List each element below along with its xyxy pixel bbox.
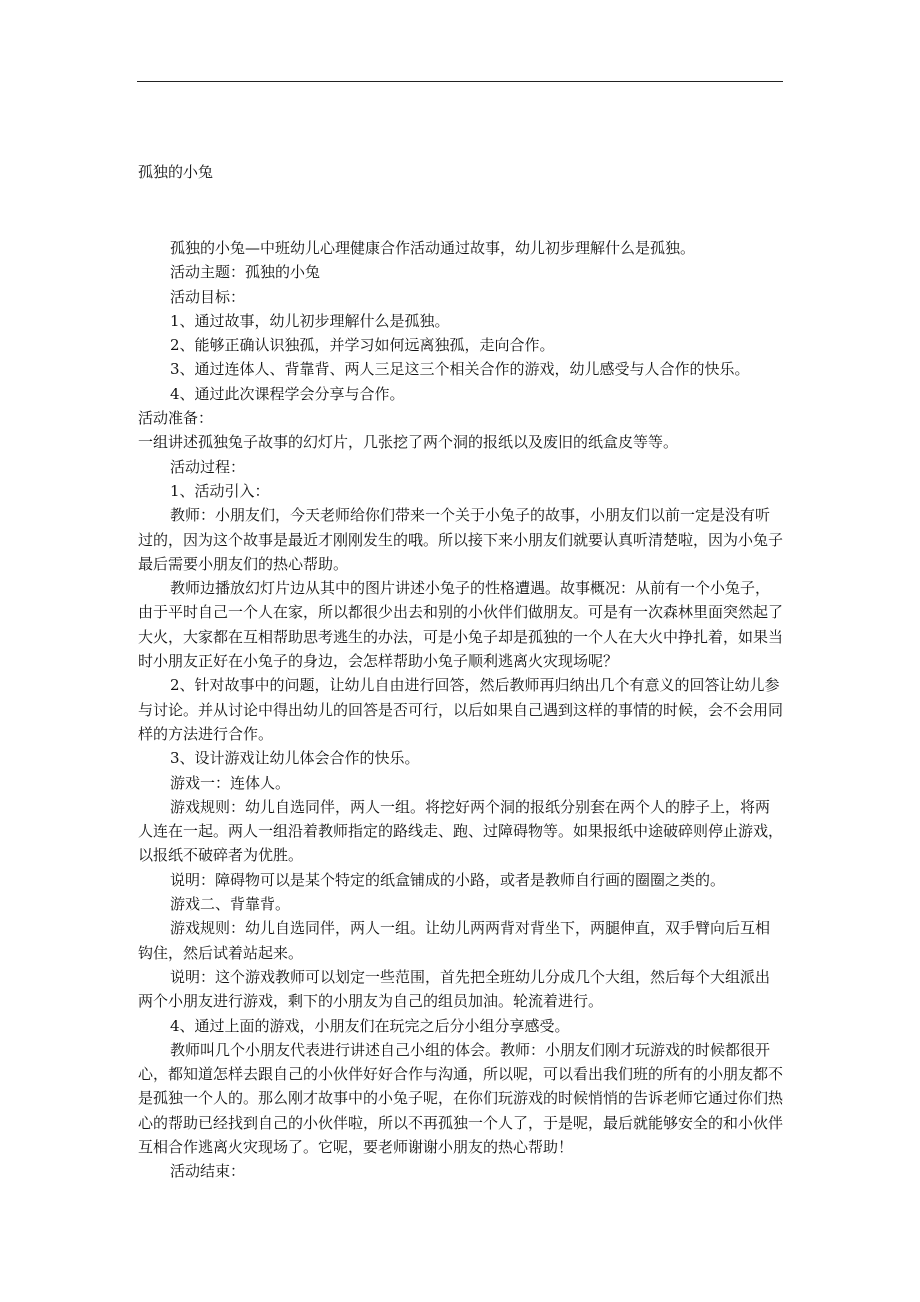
paragraph: 3、通过连体人、背靠背、两人三足这三个相关合作的游戏，幼儿感受与人合作的快乐。 [170,360,750,379]
paragraph: 说明：这个游戏教师可以划定一些范围，首先把全班幼儿分成几个大组，然后每个大组派出两个小朋友进行游戏，剩下的小朋友为自己的组员加油。轮流着进行。 [138,967,771,1011]
paragraph: 2、能够正确认识独孤，并学习如何远离独孤，走向合作。 [170,336,555,355]
paragraph: 4、通过上面的游戏，小朋友们在玩完之后分小组分享感受。 [170,1016,570,1035]
paragraph: 活动准备： [138,409,214,428]
header-rule [137,81,783,82]
paragraph: 1、活动引入： [170,481,270,500]
paragraph: 活动主题：孤独的小兔 [170,263,321,282]
document-body [138,236,784,1184]
document-title: 孤独的小兔 [138,163,214,181]
paragraph: 活动过程： [170,457,246,476]
paragraph: 活动结束： [170,1162,246,1181]
paragraph: 3、设计游戏让幼儿体会合作的快乐。 [170,749,420,768]
paragraph: 活动目标： [170,287,246,306]
paragraph: 教师：小朋友们，今天老师给你们带来一个关于小兔子的故事，小朋友们以前一定是没有听过的，因为这个故事是最近才刚刚发生的哦。所以接下来小朋友们就要认真听清楚啦，因为小兔子最后需要小朋友们的热心帮助。 [138,506,784,573]
paragraph: 一组讲述孤独兔子故事的幻灯片，几张挖了两个洞的报纸以及废旧的纸盒皮等等。 [138,433,679,452]
paragraph: 教师叫几个小朋友代表进行讲述自己小组的体会。教师：小朋友们刚才玩游戏的时候都很开心，都知道怎样去跟自己的小伙伴好好合作与沟通，所以呢，可以看出我们班的所有的小朋友都不是孤独一个人的。那么刚才故事中的小兔子呢，在你们玩游戏的时候悄悄的告诉老师它通过你们热心的帮助已经找到自己的小伙伴啦，所以不再孤独一个人了，于是呢，最后就能够安全的和小伙伴互相合作逃离火灾现场了。它呢，要老师谢谢小朋友的热心帮助！ [138,1040,784,1156]
paragraph: 1、通过故事，幼儿初步理解什么是孤独。 [170,311,450,330]
paragraph: 4、通过此次课程学会分享与合作。 [170,384,405,403]
paragraph: 孤独的小兔—中班幼儿心理健康合作活动通过故事，幼儿初步理解什么是孤独。 [170,239,696,257]
paragraph: 游戏二、背靠背。 [170,895,291,914]
paragraph: 2、针对故事中的问题，让幼儿自由进行回答，然后教师再归纳出几个有意义的回答让幼儿参与讨论。并从讨论中得出幼儿的回答是否可行，以后如果自己遇到这样的事情的时候，会不会用同样的方法进行合作。 [138,676,784,743]
paragraph: 游戏规则：幼儿自选同伴，两人一组。让幼儿两两背对背坐下，两腿伸直，双手臂向后互相钩住，然后试着站起来。 [138,919,771,962]
paragraph: 教师边播放幻灯片边从其中的图片讲述小兔子的性格遭遇。故事概况：从前有一个小兔子，由于平时自己一个人在家，所以都很少出去和别的小伙伴们做朋友。可是有一次森林里面突然起了大火，大家都在互相帮助思考逃生的办法，可是小兔子却是孤独的一个人在大火中挣扎着，如果当时小朋友正好在小兔子的身边，会怎样帮助小兔子顺利逃离火灾现场呢？ [138,579,784,671]
paragraph: 游戏规则：幼儿自选同伴，两人一组。将挖好两个洞的报纸分别套在两个人的脖子上，将两人连在一起。两人一组沿着教师指定的路线走、跑、过障碍物等。如果报纸中途破碎则停止游戏，以报纸不破碎者为优胜。 [138,797,784,865]
paragraph: 说明：障碍物可以是某个特定的纸盒铺成的小路，或者是教师自行画的圈圈之类的。 [170,870,726,889]
paragraph: 游戏一：连体人。 [170,773,291,792]
